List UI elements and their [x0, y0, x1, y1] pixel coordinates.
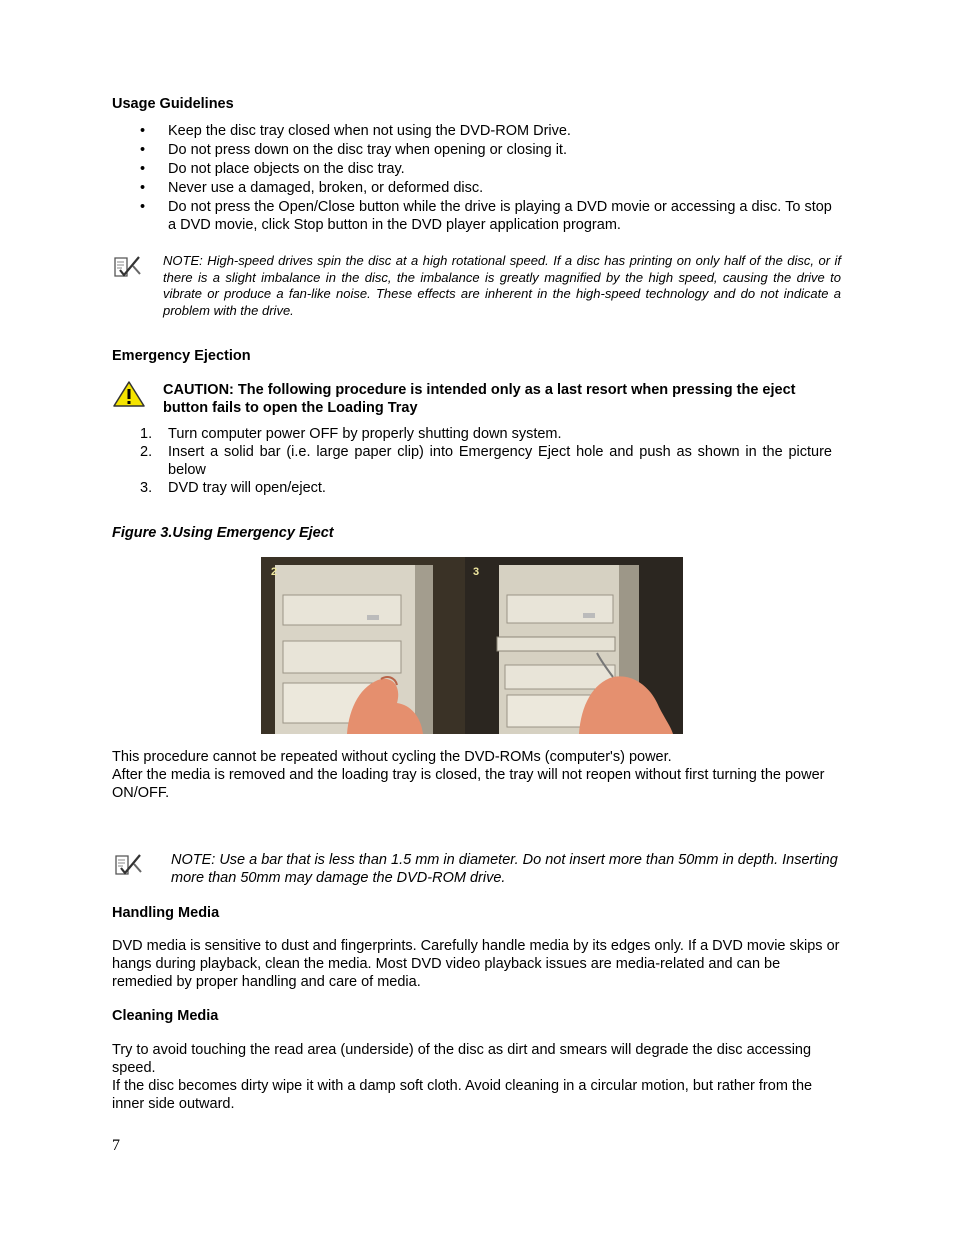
cleaning-media-heading: Cleaning Media [112, 1008, 219, 1024]
list-item: • Keep the disc tray closed when not using the DVD-ROM Drive. [112, 122, 842, 140]
step-text: Turn computer power OFF by properly shutting down system. [168, 426, 562, 442]
figure-caption: Figure 3.Using Emergency Eject [112, 525, 334, 541]
ejection-steps [112, 425, 832, 497]
list-item [112, 479, 832, 497]
list-item: • Do not place objects on the disc tray. [112, 160, 842, 178]
emergency-eject-photo [261, 557, 683, 734]
bar-size-note: NOTE: Use a bar that is less than 1.5 mm in diameter. Do not insert more than 50mm in depth. Inserting more than 50mm may damage the DVD-ROM drive. [171, 852, 838, 886]
step-number: 3. [140, 480, 153, 496]
caution-icon [112, 380, 146, 408]
photo-label-2: 2 [271, 566, 278, 578]
handling-media-paragraph: DVD media is sensitive to dust and fingerprints. Carefully handle media by its edges only. If a DVD movie skips or hangs during playback, clean the media. Most DVD video playback issues are media-related and can be remedied by proper handling and care of media. [112, 938, 840, 990]
cleaning-media-paragraph-1: Try to avoid touching the read area (underside) of the disc as dirt and smears will degrade the disc accessing speed. [112, 1042, 812, 1076]
usage-guidelines-list [112, 122, 842, 235]
handling-media-heading: Handling Media [112, 905, 220, 921]
list-item: • Do not press down on the disc tray when opening or closing it. [112, 141, 842, 159]
note-icon [113, 254, 143, 280]
list-item [112, 443, 832, 479]
step-text: Insert a solid bar (i.e. large paper clip) into Emergency Eject hole and push as shown in the picture below [168, 444, 832, 478]
emergency-ejection-heading: Emergency Ejection [112, 348, 251, 364]
caution-text: CAUTION: The following procedure is intended only as a last resort when pressing the eject button fails to open the Loading Tray [163, 382, 796, 416]
step-number: 2. [140, 444, 153, 460]
list-item: • Do not press the Open/Close button while the drive is playing a DVD movie or accessing a disc. To stop a DVD movie, click Stop button in the DVD player application program. [112, 198, 842, 234]
photo-label-3: 3 [473, 566, 480, 578]
step-number: 1. [140, 426, 153, 442]
list-item [112, 425, 832, 443]
list-item: • Never use a damaged, broken, or deformed disc. [112, 179, 842, 197]
procedure-paragraph-1: This procedure cannot be repeated without cycling the DVD-ROMs (computer's) power. [112, 749, 672, 765]
step-text: DVD tray will open/eject. [168, 480, 326, 496]
note-icon [114, 852, 144, 878]
cleaning-media-paragraph-2: If the disc becomes dirty wipe it with a damp soft cloth. Avoid cleaning in a circular motion, but rather from the inner side outward. [112, 1078, 813, 1112]
high-speed-note: NOTE: High-speed drives spin the disc at a high rotational speed. If a disc has printing on only half of the disc, or if there is a slight imbalance in the disc, the imbalance is greatly magnified by the high speed, causing the drive to vibrate or produce a fan-like noise. These effects are inherent in the high-speed technology and do not indicate a problem with the drive. [163, 253, 841, 318]
procedure-paragraph-2: After the media is removed and the loading tray is closed, the tray will not reopen without first turning the power ON/OFF. [112, 767, 825, 801]
page-number: 7 [112, 1137, 120, 1154]
usage-guidelines-heading: Usage Guidelines [112, 96, 234, 112]
